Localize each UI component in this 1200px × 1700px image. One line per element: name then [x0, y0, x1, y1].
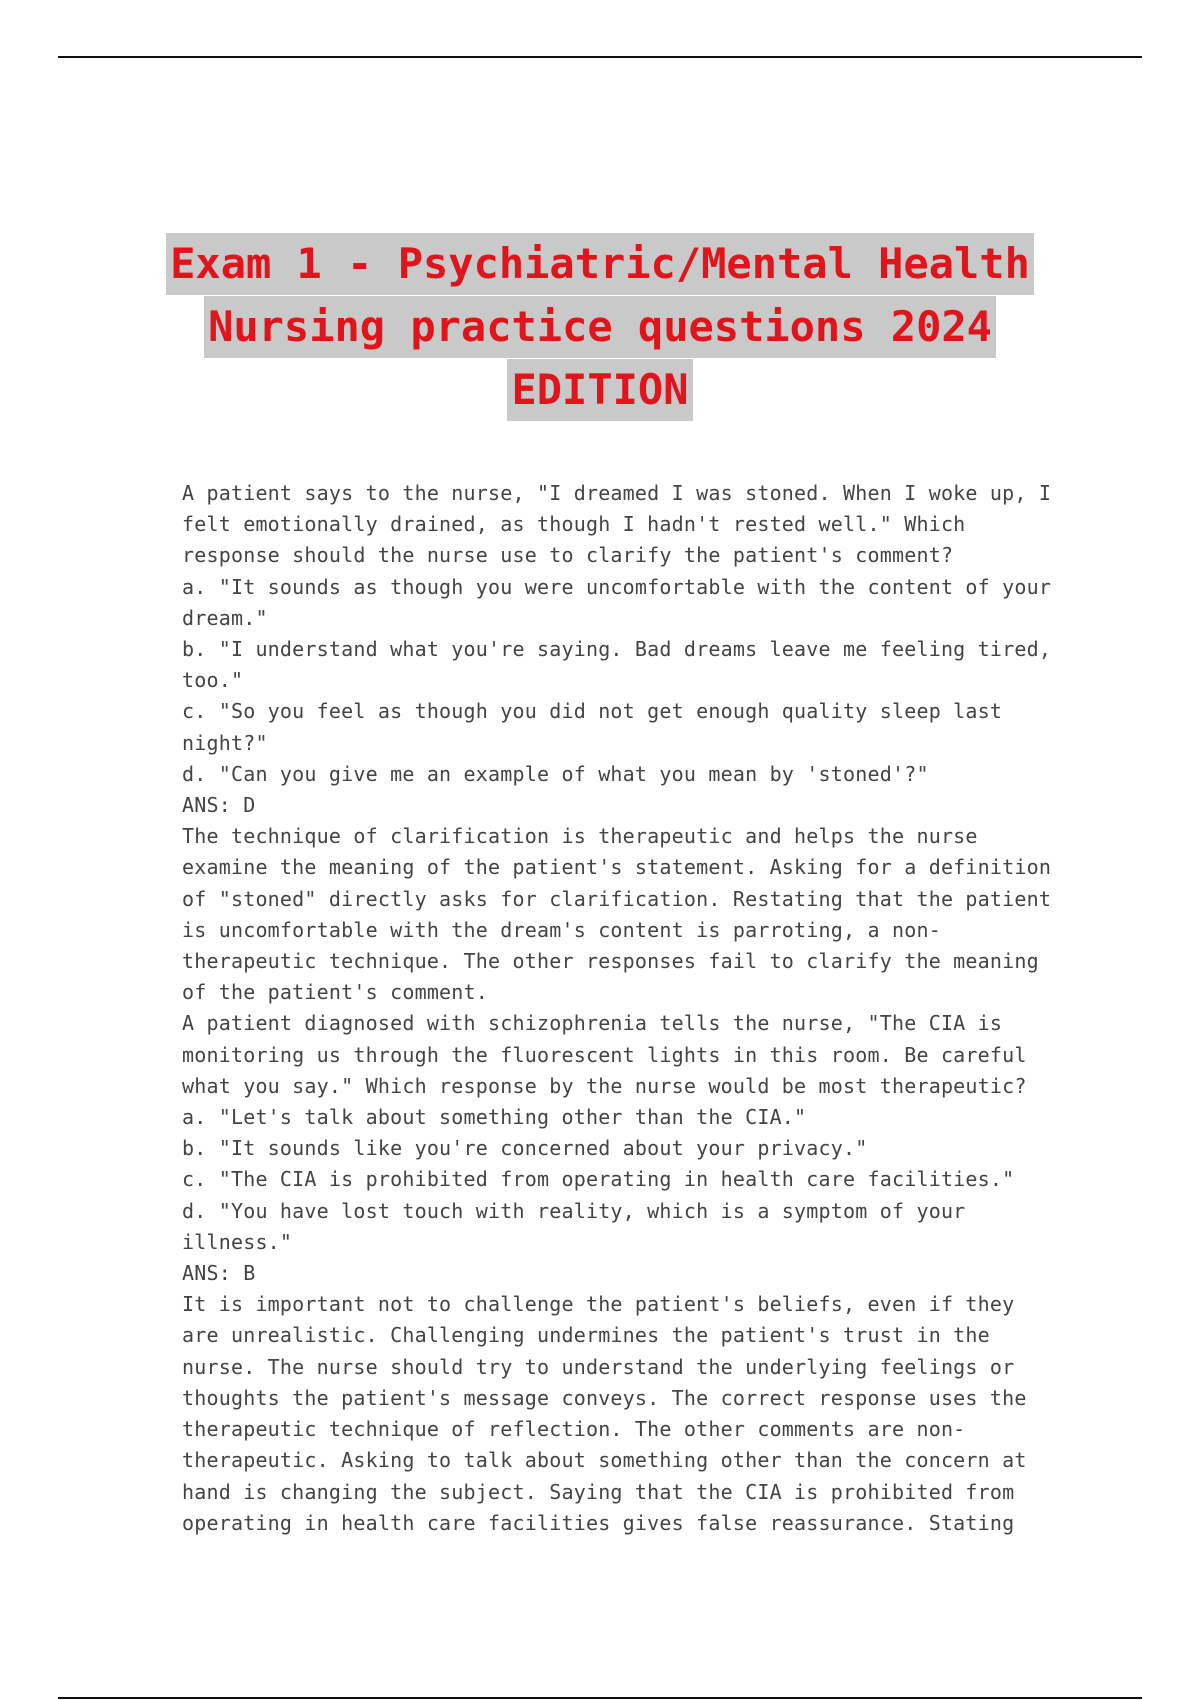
question-2-option-c: c. "The CIA is prohibited from operating in health care facilities."	[182, 1167, 1015, 1192]
top-rule	[58, 56, 1142, 58]
question-1-option-c: c. "So you feel as though you did not get enough quality sleep last night?"	[182, 699, 1015, 755]
document-body	[182, 478, 1062, 1539]
question-2-option-b: b. "It sounds like you're concerned about your privacy."	[182, 1136, 868, 1161]
question-2-stem: A patient diagnosed with schizophrenia tells the nurse, "The CIA is monitoring us through the fluorescent lights in this room. Be careful what you say." Which response by the nurse would be most therapeutic?	[182, 1011, 1039, 1098]
question-1-rationale: The technique of clarification is therapeutic and helps the nurse examine the meaning of the patient's statement. Asking for a definition of "stoned" directly asks for clarification. Restating that the patient is uncomfortable with the dream's content is parroting, a non-therapeutic technique. The other responses fail to clarify the meaning of the patient's comment.	[182, 824, 1064, 1005]
question-1-option-d: d. "Can you give me an example of what you mean by 'stoned'?"	[182, 761, 929, 786]
question-1-option-b: b. "I understand what you're saying. Bad dreams leave me feeling tired, too."	[182, 637, 1064, 693]
question-1-option-a: a. "It sounds as though you were uncomfortable with the content of your dream."	[182, 574, 1064, 630]
document-title	[100, 232, 1100, 421]
title-line-3: EDITION	[507, 359, 692, 421]
title-line-1: Exam 1 - Psychiatric/Mental Health	[166, 233, 1034, 295]
title-line-2: Nursing practice questions 2024	[204, 296, 996, 358]
question-2-rationale: It is important not to challenge the patient's beliefs, even if they are unrealistic. Challenging undermines the patient's trust in the nurse. The nurse should try to understand the underlying feelings or thoughts the patient's message conveys. The correct response uses the therapeutic technique of reflection. The other comments are non-therapeutic. Asking to talk about something other than the concern at hand is changing the subject. Saying that the CIA is prohibited from operating in health care facilities gives false reassurance. Stating	[182, 1292, 1039, 1535]
question-1-stem: A patient says to the nurse, "I dreamed I was stoned. When I woke up, I felt emotionally drained, as though I hadn't rested well." Which response should the nurse use to clarify the patient's comment?	[182, 481, 1064, 568]
question-2-answer: ANS: B	[182, 1261, 256, 1286]
question-2-option-a: a. "Let's talk about something other than the CIA."	[182, 1105, 807, 1130]
question-2-option-d: d. "You have lost touch with reality, which is a symptom of your illness."	[182, 1198, 978, 1254]
question-1-answer: ANS: D	[182, 793, 256, 818]
bottom-rule	[58, 1697, 1142, 1699]
